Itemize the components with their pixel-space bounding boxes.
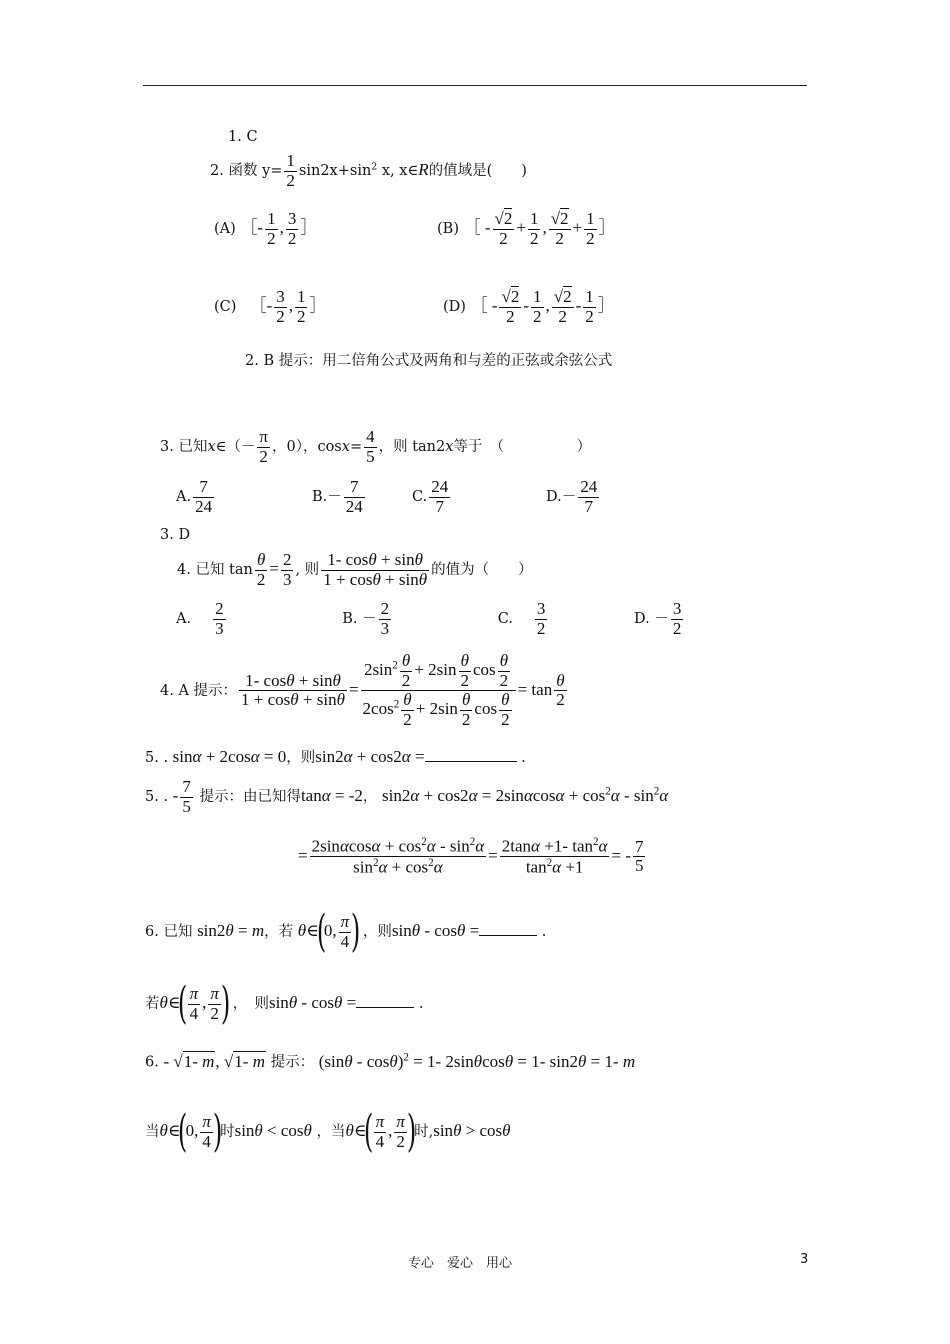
answer-blank[interactable] xyxy=(356,1007,414,1008)
q4-stem: 4. 已知 tan $\frac{\theta}{2}$ = $\frac{2}{3}$ , 则 $\frac{1- \cos\theta + \sin\theta}{1 + \cos\theta + \sin\theta}$ 的值为（ ） xyxy=(177,550,533,589)
q3-stem: 3. 已知x∈（－ $\frac{\pi}{2}$ ，0），cosx= $\frac{4}{5}$ ，则 tan2x等于 （ ） xyxy=(160,427,592,466)
q6-stem-1: 6. 已知 sin2θ = m，若 θ∈(0, $\frac{\pi}{4}$ ) ，则sinθ - cosθ = . xyxy=(145,906,547,957)
q5-answer: 5. . - $\frac{7}{5}$ 提示：由已知得tanα = -2， $\sin 2\alpha + \cos 2\alpha = 2\sin\alpha\cos\alpha + \cos^2\alpha - \sin^2\alpha$ xyxy=(145,777,669,816)
q2-option-c: (C) ［- $\frac{3}{2}$ , $\frac{1}{2}$ ］ xyxy=(214,287,327,326)
q2-option-a: (A) ［- $\frac{1}{2}$ , $\frac{3}{2}$ ］ xyxy=(214,209,318,248)
q5-derivation: = $\frac{2\sin\alpha\cos\alpha + \cos^2\alpha - \sin^2\alpha}{\sin^2\alpha + \cos^2\alpha}$ = $\frac{2\tan\alpha +1- \tan^2\alpha}{\tan^2\alpha +1}$ = - $\frac{7}{5}$ xyxy=(298,836,644,877)
q1-answer: 1. C xyxy=(228,129,258,145)
q2-option-b: (B) ［ - $\frac{√2}{2}$ + $\frac{1}{2}$ , $\frac{√2}{2}$ + $\frac{1}{2}$ ］ xyxy=(437,209,616,248)
q6-conclusion: 当θ∈(0, $\frac{\pi}{4}$ )时sinθ < cosθ ，当θ∈( $\frac{\pi}{4}$ , $\frac{\pi}{2}$ )时,sinθ > cosθ xyxy=(145,1106,511,1157)
q4-options: A. $\frac{2}{3}$ B. － $\frac{2}{3}$ C. $\frac{3}{2}$ D. － $\frac{3}{2}$ xyxy=(176,599,682,638)
fraction: $\frac{1}{2}$ xyxy=(286,151,295,190)
q6-answer: 6. - √1- m, √1- m 提示： (sinθ - cosθ)$^2$ = 1- 2sinθcosθ = 1- sin2θ = 1- m xyxy=(145,1051,636,1071)
q6-stem-2: 若θ∈( $\frac{\pi}{4}$ , $\frac{\pi}{2}$ ) ， 则sinθ - cosθ = . xyxy=(145,978,424,1029)
q5-stem: 5. . sinα + 2cosα = 0，则sin2α + cos2α = . xyxy=(145,747,526,766)
q3-answer: 3. D xyxy=(160,527,191,543)
q3-option-c: C. $\frac{24}{7}$ xyxy=(412,477,449,516)
q3-option-a: A. $\frac{7}{24}$ xyxy=(176,477,213,516)
footer-slogan: 专心 爱心 用心 xyxy=(408,1256,513,1271)
q2-option-d: (D) ［ - $\frac{√2}{2}$ - $\frac{1}{2}$ , $\frac{√2}{2}$ - $\frac{1}{2}$ ］ xyxy=(443,287,615,326)
q2-hint: 2. B 提示：用二倍角公式及两角和与差的正弦或余弦公式 xyxy=(245,353,613,369)
header-rule xyxy=(143,85,807,86)
answer-blank[interactable] xyxy=(425,761,517,762)
q4-hint: 4. A 提示： $\frac{1- \cos\theta + \sin\theta}{1 + \cos\theta + \sin\theta}$ = $2\sin^2$ $\frac{\theta}{2}$ + 2sin $\frac{\theta}{2}$ cos $\frac{\theta}{2}$ $2\cos^2$ $\frac{\theta}{2}$ + 2sin $\frac{\theta}{2}$ cos $\frac{\theta}{2}$ = tan $\frac{\theta}{2}$ xyxy=(160,651,565,730)
q3-option-d: D.－ $\frac{24}{7}$ xyxy=(546,477,598,516)
q2-stem: 2. 函数 y= $\frac{1}{2}$ $\sin 2x+\sin^2$ x, x∈R的值域是( ) xyxy=(210,151,527,190)
answer-blank[interactable] xyxy=(479,935,537,936)
q3-option-b: B.－ $\frac{7}{24}$ xyxy=(312,477,363,516)
page-number: 3 xyxy=(800,1252,809,1267)
